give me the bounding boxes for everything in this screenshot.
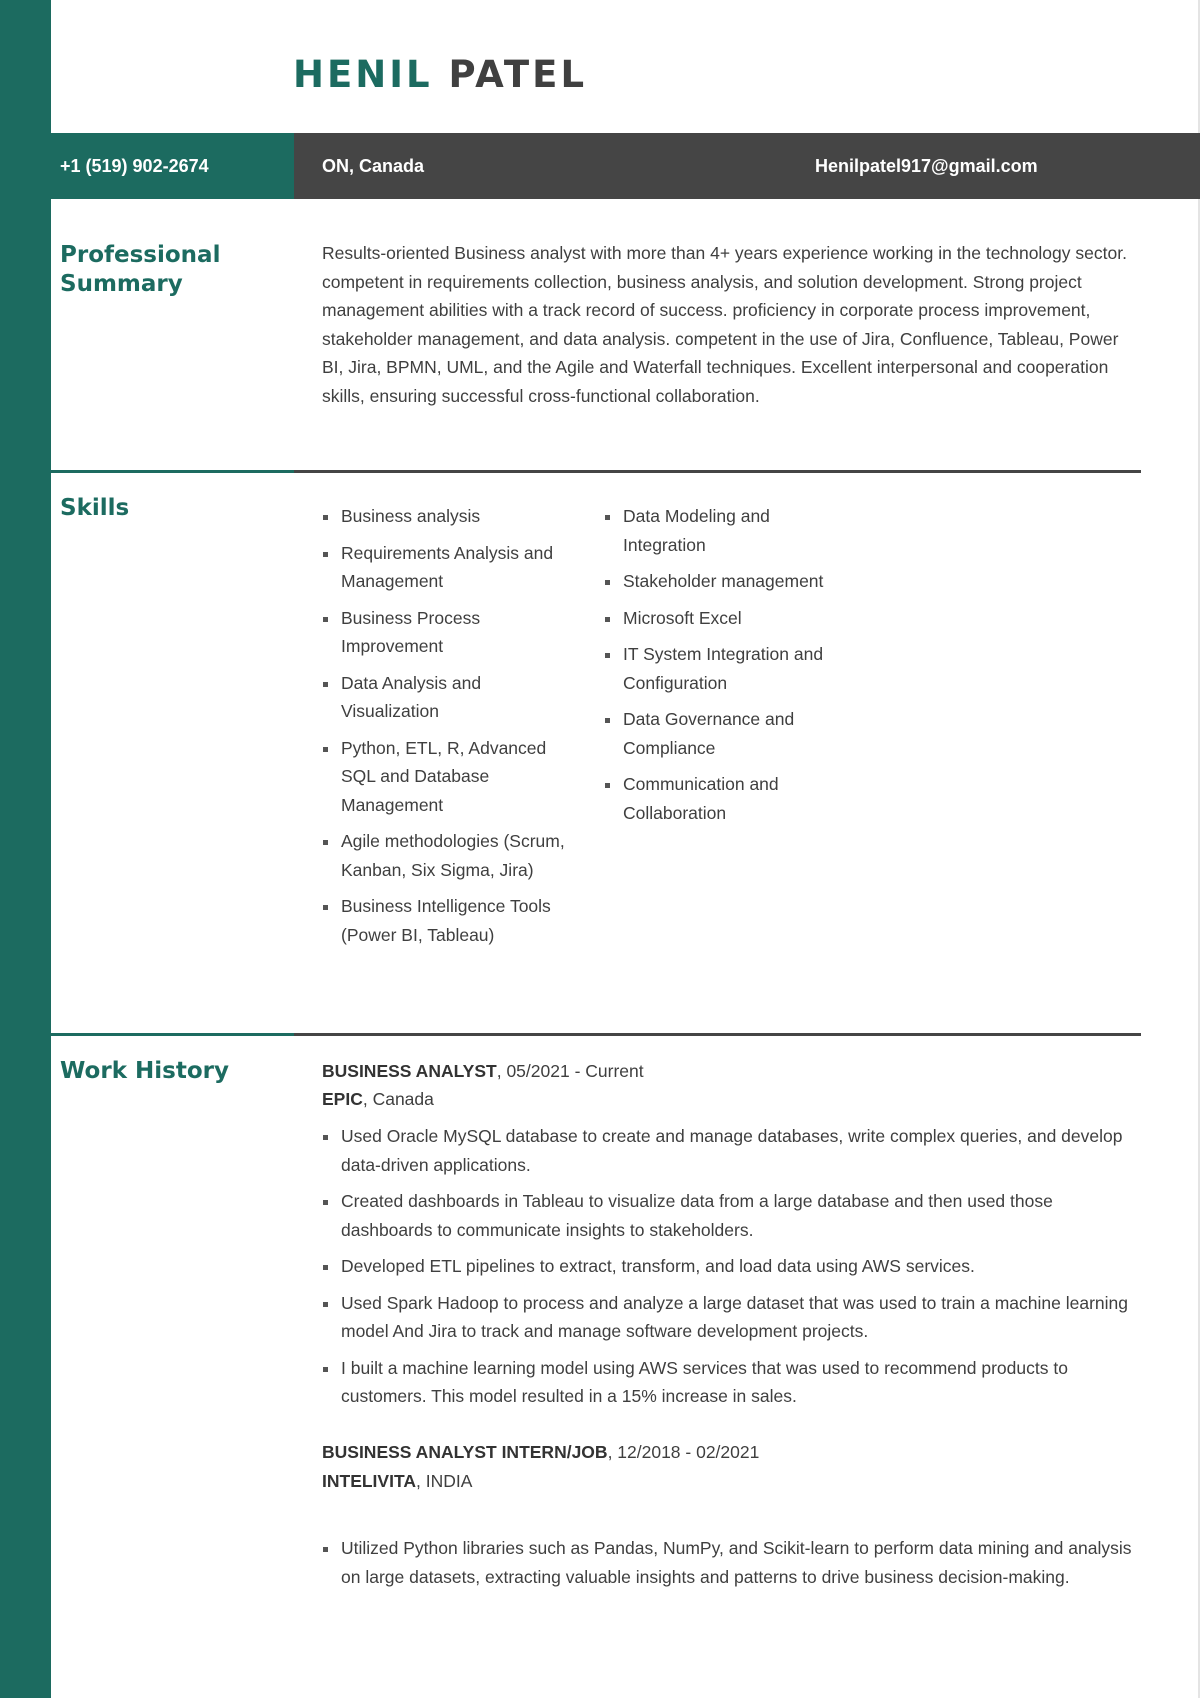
work-divider (294, 1033, 1141, 1036)
job-1-company: EPIC (322, 1089, 363, 1109)
job-1-company-line (322, 1085, 434, 1114)
skill-item: Microsoft Excel (604, 604, 844, 633)
job-bullet: I built a machine learning model using AWS services that was used to recommend products to customers. This model resulted in a 15% increase in sales. (322, 1354, 1140, 1411)
contact-band-dark (294, 133, 1200, 199)
skill-item: Agile methodologies (Scrum, Kanban, Six Sigma, Jira) (322, 827, 582, 884)
first-name: HENIL (293, 53, 433, 96)
candidate-name (293, 52, 587, 98)
work-divider-accent (51, 1033, 294, 1036)
contact-phone[interactable]: +1 (519) 902-2674 (60, 156, 209, 176)
job-2-location: , INDIA (415, 1471, 473, 1491)
summary-heading-line2: Summary (60, 271, 183, 297)
last-name: PATEL (448, 53, 588, 96)
job-2-dates: , 12/2018 - 02/2021 (607, 1442, 760, 1462)
job-1-location: , Canada (362, 1089, 434, 1109)
skill-item: Requirements Analysis and Management (322, 539, 582, 596)
skill-item: Communication and Collaboration (604, 770, 844, 827)
job-2-bullets (322, 1534, 1140, 1599)
skills-list-column-1 (322, 502, 582, 957)
job-1-dates: , 05/2021 - Current (496, 1061, 644, 1081)
job-bullet: Developed ETL pipelines to extract, transform, and load data using AWS services. (322, 1252, 1140, 1281)
job-bullet: Created dashboards in Tableau to visualize data from a large database and then used those dashboards to communicate insights to stakeholders. (322, 1187, 1140, 1244)
job-2-company-line (322, 1467, 472, 1496)
work-history-heading: Work History (60, 1058, 229, 1084)
summary-heading-line1: Professional (60, 242, 221, 268)
skill-item: Python, ETL, R, Advanced SQL and Database Management (322, 734, 582, 820)
summary-heading (60, 241, 220, 299)
skill-item: Data Analysis and Visualization (322, 669, 582, 726)
skill-item: Stakeholder management (604, 567, 844, 596)
job-1-bullets (322, 1122, 1140, 1419)
summary-text: Results-oriented Business analyst with more than 4+ years experience working in the technology sector. competent in requirements collection, business analysis, and solution development. Strong project management abilities with a track record of success. proficiency in corporate process improvement, stakeholder management, and data analysis. competent in the use of Jira, Confluence, Tableau, Power BI, Jira, BPMN, UML, and the Agile and Waterfall techniques. Excellent interpersonal and cooperation skills, ensuring successful cross-functional collaboration. (322, 243, 1127, 406)
job-2-title: BUSINESS ANALYST INTERN/JOB (322, 1442, 608, 1462)
job-2-title-line (322, 1438, 759, 1467)
skills-divider-accent (51, 470, 294, 473)
contact-email[interactable]: Henilpatel917@gmail.com (815, 156, 1038, 176)
job-bullet: Used Oracle MySQL database to create and manage databases, write complex queries, and develop data-driven applications. (322, 1122, 1140, 1179)
job-bullet: Utilized Python libraries such as Pandas, NumPy, and Scikit-learn to perform data mining and analysis on large datasets, extracting valuable insights and patterns to drive business decision-making. (322, 1534, 1140, 1591)
skills-divider (294, 470, 1141, 473)
job-2-company: INTELIVITA (322, 1471, 416, 1491)
skill-item: IT System Integration and Configuration (604, 640, 844, 697)
contact-location: ON, Canada (322, 156, 425, 176)
job-1-title: BUSINESS ANALYST (322, 1061, 497, 1081)
skill-item: Data Modeling and Integration (604, 502, 844, 559)
skills-heading: Skills (60, 495, 130, 521)
skills-list-column-2 (604, 502, 844, 835)
skill-item: Business Process Improvement (322, 604, 582, 661)
skill-item: Business Intelligence Tools (Power BI, Tableau) (322, 892, 582, 949)
left-accent-bar (0, 0, 51, 1698)
skill-item: Business analysis (322, 502, 582, 531)
job-1-title-line (322, 1057, 644, 1086)
job-bullet: Used Spark Hadoop to process and analyze a large dataset that was used to train a machine learning model And Jira to track and manage software development projects. (322, 1289, 1140, 1346)
skill-item: Data Governance and Compliance (604, 705, 844, 762)
